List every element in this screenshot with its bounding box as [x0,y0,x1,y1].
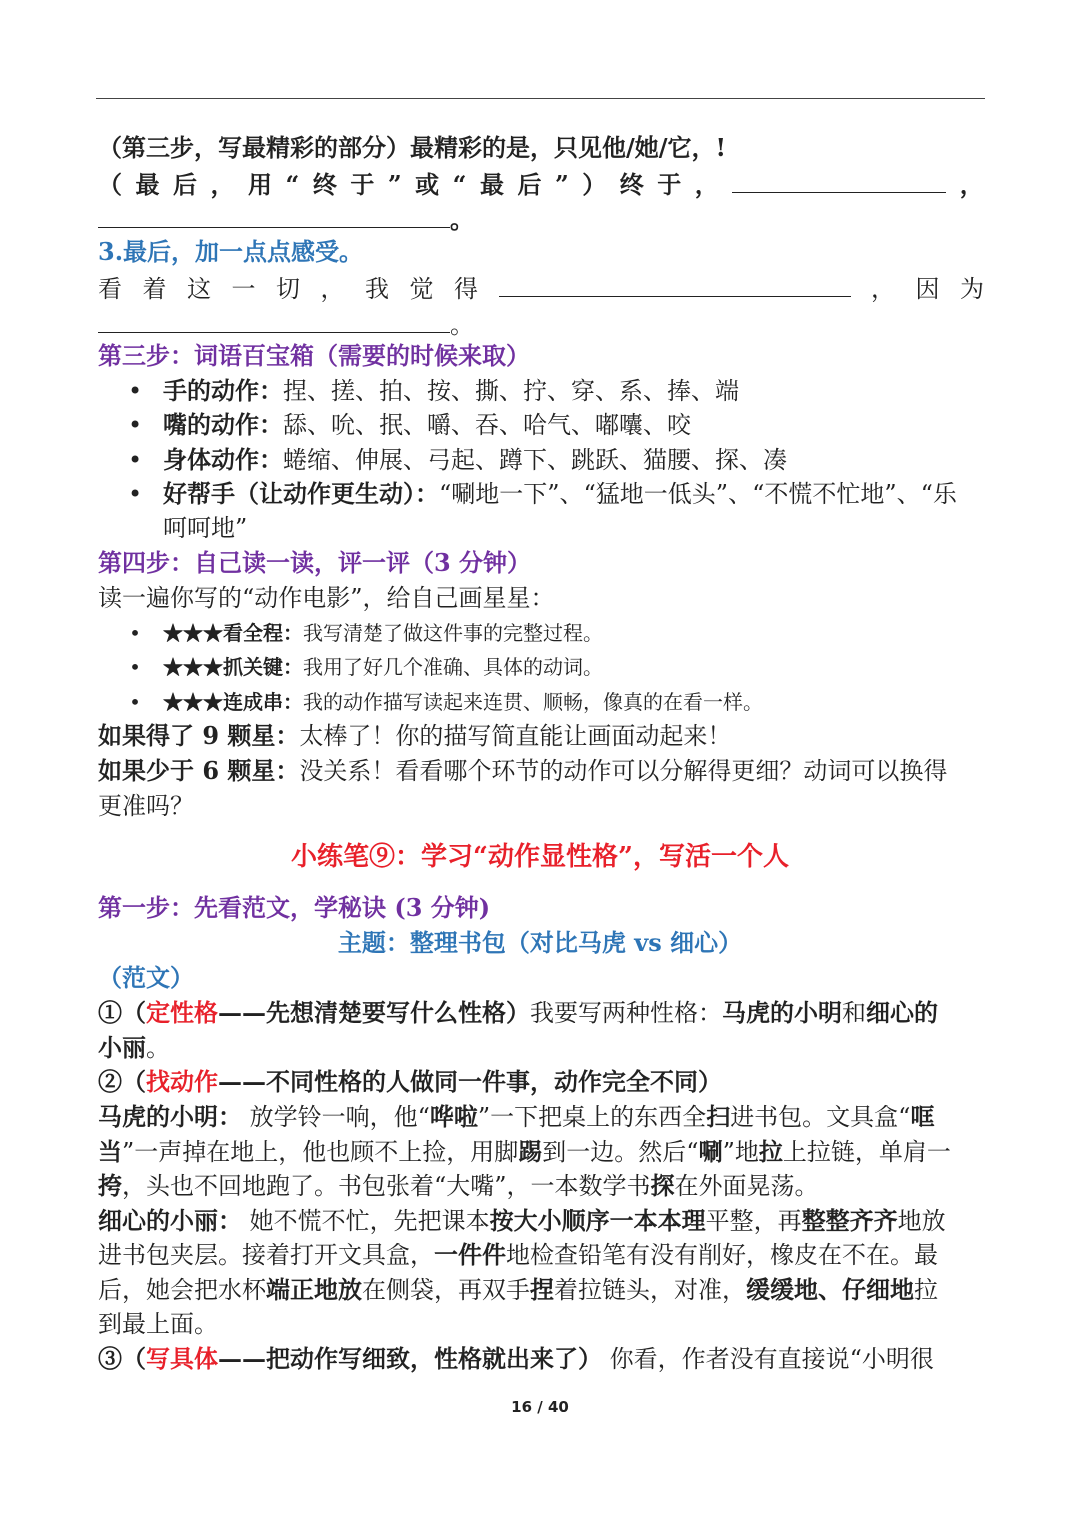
p1-bold2: 马虎的小明 [722,998,842,1027]
text: 后，她会把水杯 [98,1276,266,1304]
review-heading: 第四步：自己读一读，评一评（3 分钟） [98,548,532,577]
bold-text: 捏 [530,1275,554,1304]
finally-char: 后 [173,170,197,199]
feeling-heading: 3.最后，加一点点感受。 [98,237,364,266]
star-text: 我的动作描写读起来连贯、顺畅，像真的在看一样。 [303,690,763,714]
item-text: 捏、搓、拍、按、撕、拧、穿、系、捧、端 [283,377,739,405]
finally-line-2 [98,201,984,237]
header-rule [96,98,985,99]
feeling-end: 。 [450,311,474,339]
li-line [98,1307,984,1341]
bullet-icon: • [129,655,141,679]
finally-char: “ [452,170,467,199]
li-line [98,1238,984,1272]
star-label: ★★★连成串： [163,690,303,714]
item-text: 蜷缩、伸展、弓起、蹲下、跳跃、猫腰、探、凑 [283,446,787,474]
feeling-char: 看 [98,275,122,303]
bold-text: 缓缓地、仔细地 [746,1275,914,1304]
bold-text: 探 [650,1171,675,1200]
finally-char: 后 [517,170,542,199]
feeling-char: 我 [365,275,389,303]
bullet-icon: • [128,480,143,508]
item-text: “唰地一下”、“猛地一低头”、“不慌不忙地”、“乐 [439,480,957,508]
bullet-icon: • [128,446,143,474]
sample-label: （范文） [98,963,194,992]
paragraph-3 [98,1342,984,1376]
star-label: ★★★看全程： [163,621,303,645]
finally-char: （ [98,170,122,199]
nine-label: 如果得了 9 颗星： [98,721,300,750]
finally-char: ， [210,170,235,199]
bullet-icon: • [129,621,141,645]
finally-char: ” [554,170,569,199]
bold-text: 一件件 [434,1240,506,1269]
feeling-char: 得 [454,275,478,303]
p1-red: 定性格 [146,998,218,1027]
p3-num: ③（ [98,1344,146,1373]
feeling-char: 因 [915,275,940,303]
bullet-icon: • [128,377,143,405]
bullet-icon: • [128,411,143,439]
review-intro: 读一遍你写的“动作电影”，给自己画星星： [98,584,555,612]
six-label: 如果少于 6 颗星： [98,756,300,785]
finally-char: 于 [657,170,682,199]
text: ，头也不回地跑了。书包张着“大嘴”，一本数学书 [122,1172,651,1200]
p1-end: 。 [146,1034,170,1062]
practice-title: 小练笔⑨：学习“动作显性格”，写活一个人 [291,842,789,872]
li-line [98,1273,984,1307]
paragraph-1 [98,996,984,1030]
text: 进书包夹层。接着打开文具盒， [98,1241,434,1269]
bold-text: 哐 [910,1102,935,1131]
star-label: ★★★抓关键： [163,655,303,679]
star-text: 我用了好几个准确、具体的动词。 [303,655,603,679]
p2-red: 找动作 [146,1067,218,1096]
bold-text: 当 [98,1137,122,1166]
fill-blank[interactable] [98,306,450,333]
feeling-char: 这 [187,275,211,303]
practice-step1: 第一步：先看范文，学秘诀 (3 分钟) [98,893,491,922]
text: 在外面晃荡。 [674,1172,819,1200]
fill-blank[interactable] [98,201,450,228]
fill-blank[interactable] [499,270,851,297]
wordbox-heading: 第三步：词语百宝箱（需要的时候来取） [98,341,530,370]
finally-char: 用 [248,170,272,199]
finally-char: ” [387,170,402,199]
text: ”一下把桌上的东西全 [477,1103,707,1131]
bold-text: 拉 [758,1137,783,1166]
finally-comma: ， [959,170,984,199]
text: 放学铃一响，他“ [242,1103,430,1131]
item-label: 好帮手（让动作更生动）： [163,479,439,508]
text: 进书包。文具盒“ [730,1103,911,1131]
six-star-line-2: 更准吗？ [98,792,194,820]
feeling-comma: ， [871,275,895,303]
feeling-char: 觉 [409,275,434,303]
p1-num: ①（ [98,998,146,1027]
fill-blank[interactable] [732,166,946,193]
text: 上拉链，单肩一 [782,1138,951,1166]
p1-text: 我要写两种性格： [530,999,722,1027]
finally-line [98,166,984,202]
text: 着拉链头，对准， [554,1276,746,1304]
paragraph-1-line-2 [98,1031,984,1065]
text: 到最上面。 [98,1310,218,1338]
practice-theme: 主题：整理书包（对比马虎 vs 细心） [337,928,743,957]
text: ”一声掉在地上，他也顾不上捡，用脚 [122,1138,519,1166]
p2-num: ②（ [98,1067,146,1096]
page-number: 16 / 40 [511,1398,569,1416]
p1-line2-bold: 小丽 [98,1033,146,1062]
step3-best-line: （第三步，写最精彩的部分）最精彩的是，只见他/她/它，! [98,133,727,162]
p3-text: 你看，作者没有直接说“小明很 [602,1345,934,1373]
item-text: 呵呵地” [163,514,248,542]
p2-bold: ——不同性格的人做同一件事，动作完全不同） [218,1067,722,1096]
ming-line [98,1169,984,1203]
bold-text: 挎 [98,1171,122,1200]
p1-bold3: 细心的 [866,998,938,1027]
bold-text: 端正地放 [266,1275,362,1304]
nine-text: 太棒了！你的描写简直能让画面动起来！ [299,722,732,750]
ming-line [98,1135,984,1169]
text: 在侧袋，再双手 [362,1276,530,1304]
finally-char: 终 [619,170,644,199]
item-text: 舔、吮、抿、嚼、吞、哈气、嘟囔、咬 [283,411,691,439]
six-star-line [98,754,984,788]
ming-line [98,1100,984,1134]
finally-end: 。 [450,205,474,234]
star-text: 我写清楚了做这件事的完整过程。 [303,621,603,645]
item-label: 嘴的动作： [163,410,283,439]
text: 平整，再 [705,1207,802,1235]
text: ”地 [722,1138,759,1166]
bold-text: 踢 [518,1137,543,1166]
finally-char: 或 [415,170,440,199]
li-line [98,1204,984,1238]
p3-red: 写具体 [146,1344,218,1373]
finally-char: “ [285,170,300,199]
bold-text: 马虎的小明： [98,1102,242,1131]
bold-text: 整整齐齐 [801,1206,898,1235]
finally-char: 于 [350,170,375,199]
p1-text2: 和 [842,999,866,1027]
finally-char: 最 [135,170,160,199]
p1-bold: ——先想清楚要写什么性格） [218,998,530,1027]
item-label: 身体动作： [163,445,283,474]
feeling-char: 为 [960,275,984,303]
finally-char: 终 [312,170,337,199]
text: 地放 [897,1207,946,1235]
bold-text: 唰 [698,1137,723,1166]
text: 她不慌不忙，先把课本 [242,1207,490,1235]
bullet-icon: • [129,690,141,714]
nine-star-line [98,719,984,753]
feeling-line-2 [98,306,984,342]
item-label: 手的动作： [163,376,283,405]
text: 到一边。然后“ [542,1138,699,1166]
bold-text: 按大小顺序一本本理 [489,1206,706,1235]
feeling-char: 切 [276,275,300,303]
bold-text: 扫 [706,1102,731,1131]
finally-char: ） [582,170,607,199]
finally-char: ， [694,170,719,199]
text: 地检查铅笔有没有削好，橡皮在不在。最 [506,1241,938,1269]
finally-char: 最 [479,170,504,199]
text: 拉 [914,1276,938,1304]
six-text: 没关系！看看哪个环节的动作可以分解得更细？动词可以换得 [299,757,948,785]
feeling-line [98,270,984,306]
bold-text: 细心的小丽： [98,1206,242,1235]
bold-text: 哗啦 [429,1102,478,1131]
feeling-char: ， [320,275,345,303]
p3-bold: ——把动作写细致，性格就出来了） [218,1344,602,1373]
feeling-char: 着 [142,275,167,303]
paragraph-2 [98,1065,984,1099]
feeling-char: 一 [231,275,256,303]
